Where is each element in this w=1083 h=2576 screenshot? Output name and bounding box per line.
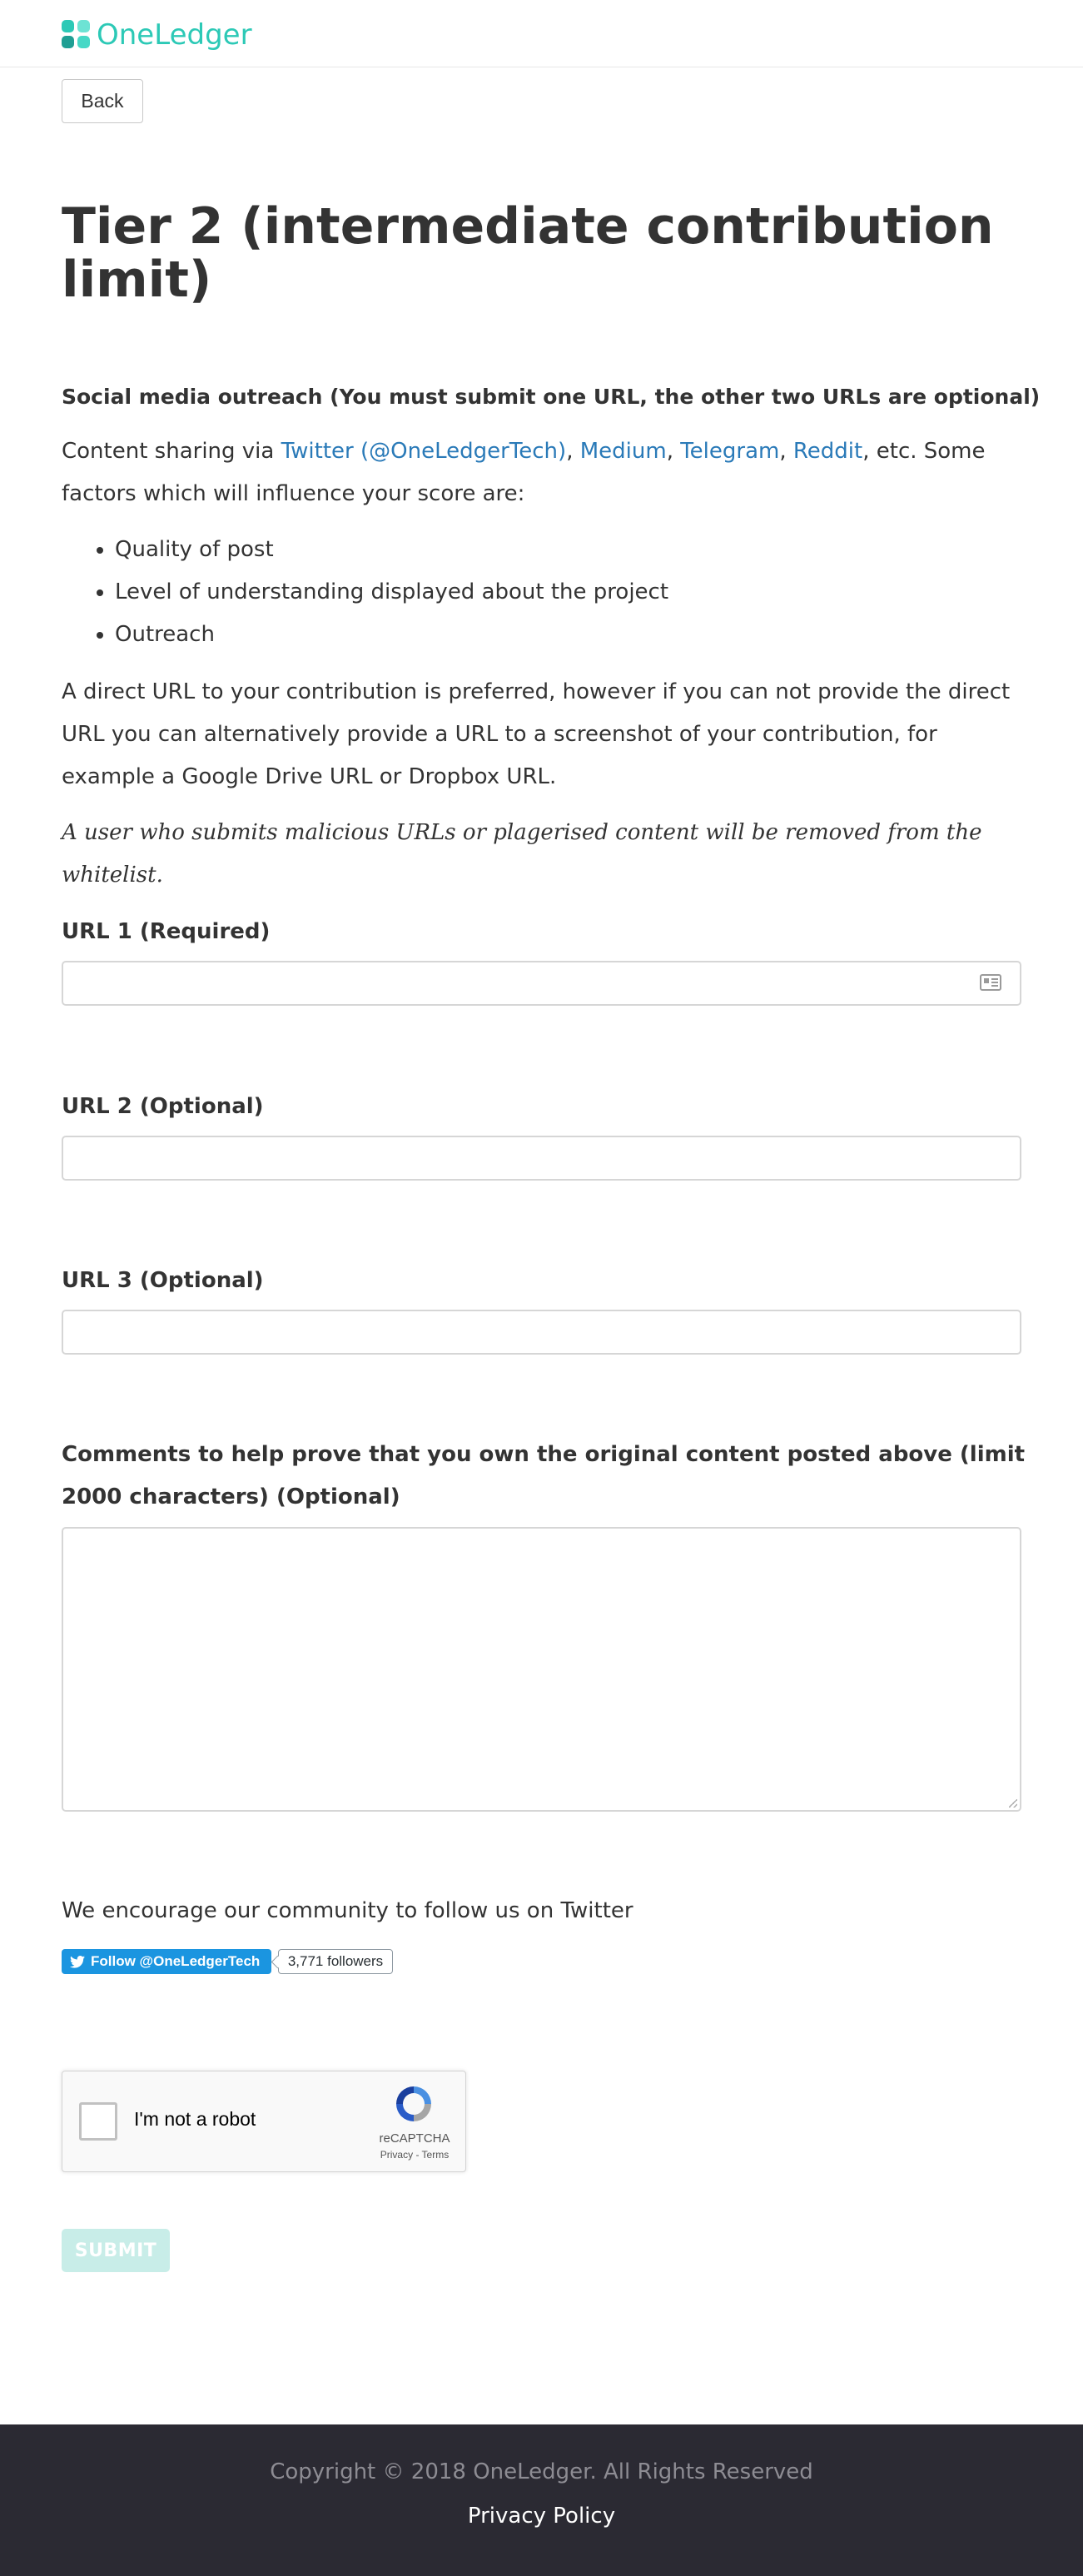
recaptcha-widget: [62, 2071, 466, 2172]
copyright-text: Copyright © 2018 OneLedger. All Rights Reserved: [270, 2459, 813, 2484]
page-title: Tier 2 (intermediate contribution limit): [62, 197, 994, 309]
url-note: A direct URL to your contribution is preferred, however if you can not provide the direct URL you can alternatively provide a URL to a screenshot of your contribution, for example a Google Drive URL or Dropbox URL.: [62, 679, 1011, 789]
url3-input[interactable]: [62, 1310, 1021, 1355]
intro-suffix: , etc. Some factors which will influence your score are:: [62, 439, 986, 506]
url2-label: URL 2 (Optional): [62, 1094, 264, 1119]
score-factors-list: [62, 529, 668, 656]
comments-textarea[interactable]: [62, 1527, 1021, 1812]
submit-button[interactable]: SUBMIT: [62, 2229, 170, 2272]
comments-label: Comments to help prove that you own the original content posted above (limit 2000 characters) (Optional): [62, 1442, 1026, 1509]
site-footer: [0, 2424, 1083, 2576]
logo[interactable]: [62, 18, 252, 52]
intro-separator: ,: [779, 439, 793, 464]
twitter-link[interactable]: Twitter (@OneLedgerTech): [281, 439, 567, 464]
url1-input[interactable]: [62, 961, 1021, 1006]
twitter-follow-button[interactable]: [62, 1949, 271, 1974]
telegram-link[interactable]: Telegram: [680, 439, 780, 464]
list-item: • Outreach: [115, 614, 668, 656]
intro-paragraph: [62, 430, 1027, 515]
url2-input[interactable]: [62, 1136, 1021, 1181]
intro-separator: ,: [666, 439, 681, 464]
medium-link[interactable]: Medium: [579, 439, 667, 464]
site-header: [0, 0, 1083, 67]
twitter-follower-count[interactable]: 3,771 followers: [278, 1949, 393, 1974]
warning-note: A user who submits malicious URLs or plagerised content will be removed from the whitelist.: [62, 820, 982, 888]
twitter-follow-label: Follow @OneLedgerTech: [91, 1953, 261, 1969]
follow-text: We encourage our community to follow us on Twitter: [62, 1898, 633, 1923]
section-heading: Social media outreach (You must submit one URL, the other two URLs are optional): [62, 385, 1041, 409]
privacy-policy-link[interactable]: Privacy Policy: [467, 2504, 616, 2529]
list-item: • Level of understanding displayed about the project: [115, 571, 668, 614]
recaptcha-checkbox[interactable]: [79, 2102, 117, 2141]
recaptcha-brand: reCAPTCHA: [379, 2131, 450, 2146]
url1-label: URL 1 (Required): [62, 919, 271, 944]
list-item: • Quality of post: [115, 529, 668, 571]
logo-text: OneLedger: [97, 18, 252, 52]
reddit-link[interactable]: Reddit: [792, 439, 863, 464]
recaptcha-links[interactable]: Privacy - Terms: [380, 2149, 450, 2161]
logo-mark-icon: [62, 20, 92, 50]
recaptcha-label: I'm not a robot: [134, 2108, 256, 2130]
url3-label: URL 3 (Optional): [62, 1268, 264, 1293]
intro-separator: ,: [566, 439, 580, 464]
autofill-card-icon[interactable]: [980, 974, 1001, 991]
intro-prefix: Content sharing via: [62, 439, 281, 464]
twitter-bird-icon: [70, 1956, 85, 1968]
resize-handle-icon[interactable]: [1009, 1799, 1017, 1808]
recaptcha-logo-icon: [390, 2083, 437, 2125]
back-button[interactable]: Back: [62, 79, 143, 123]
